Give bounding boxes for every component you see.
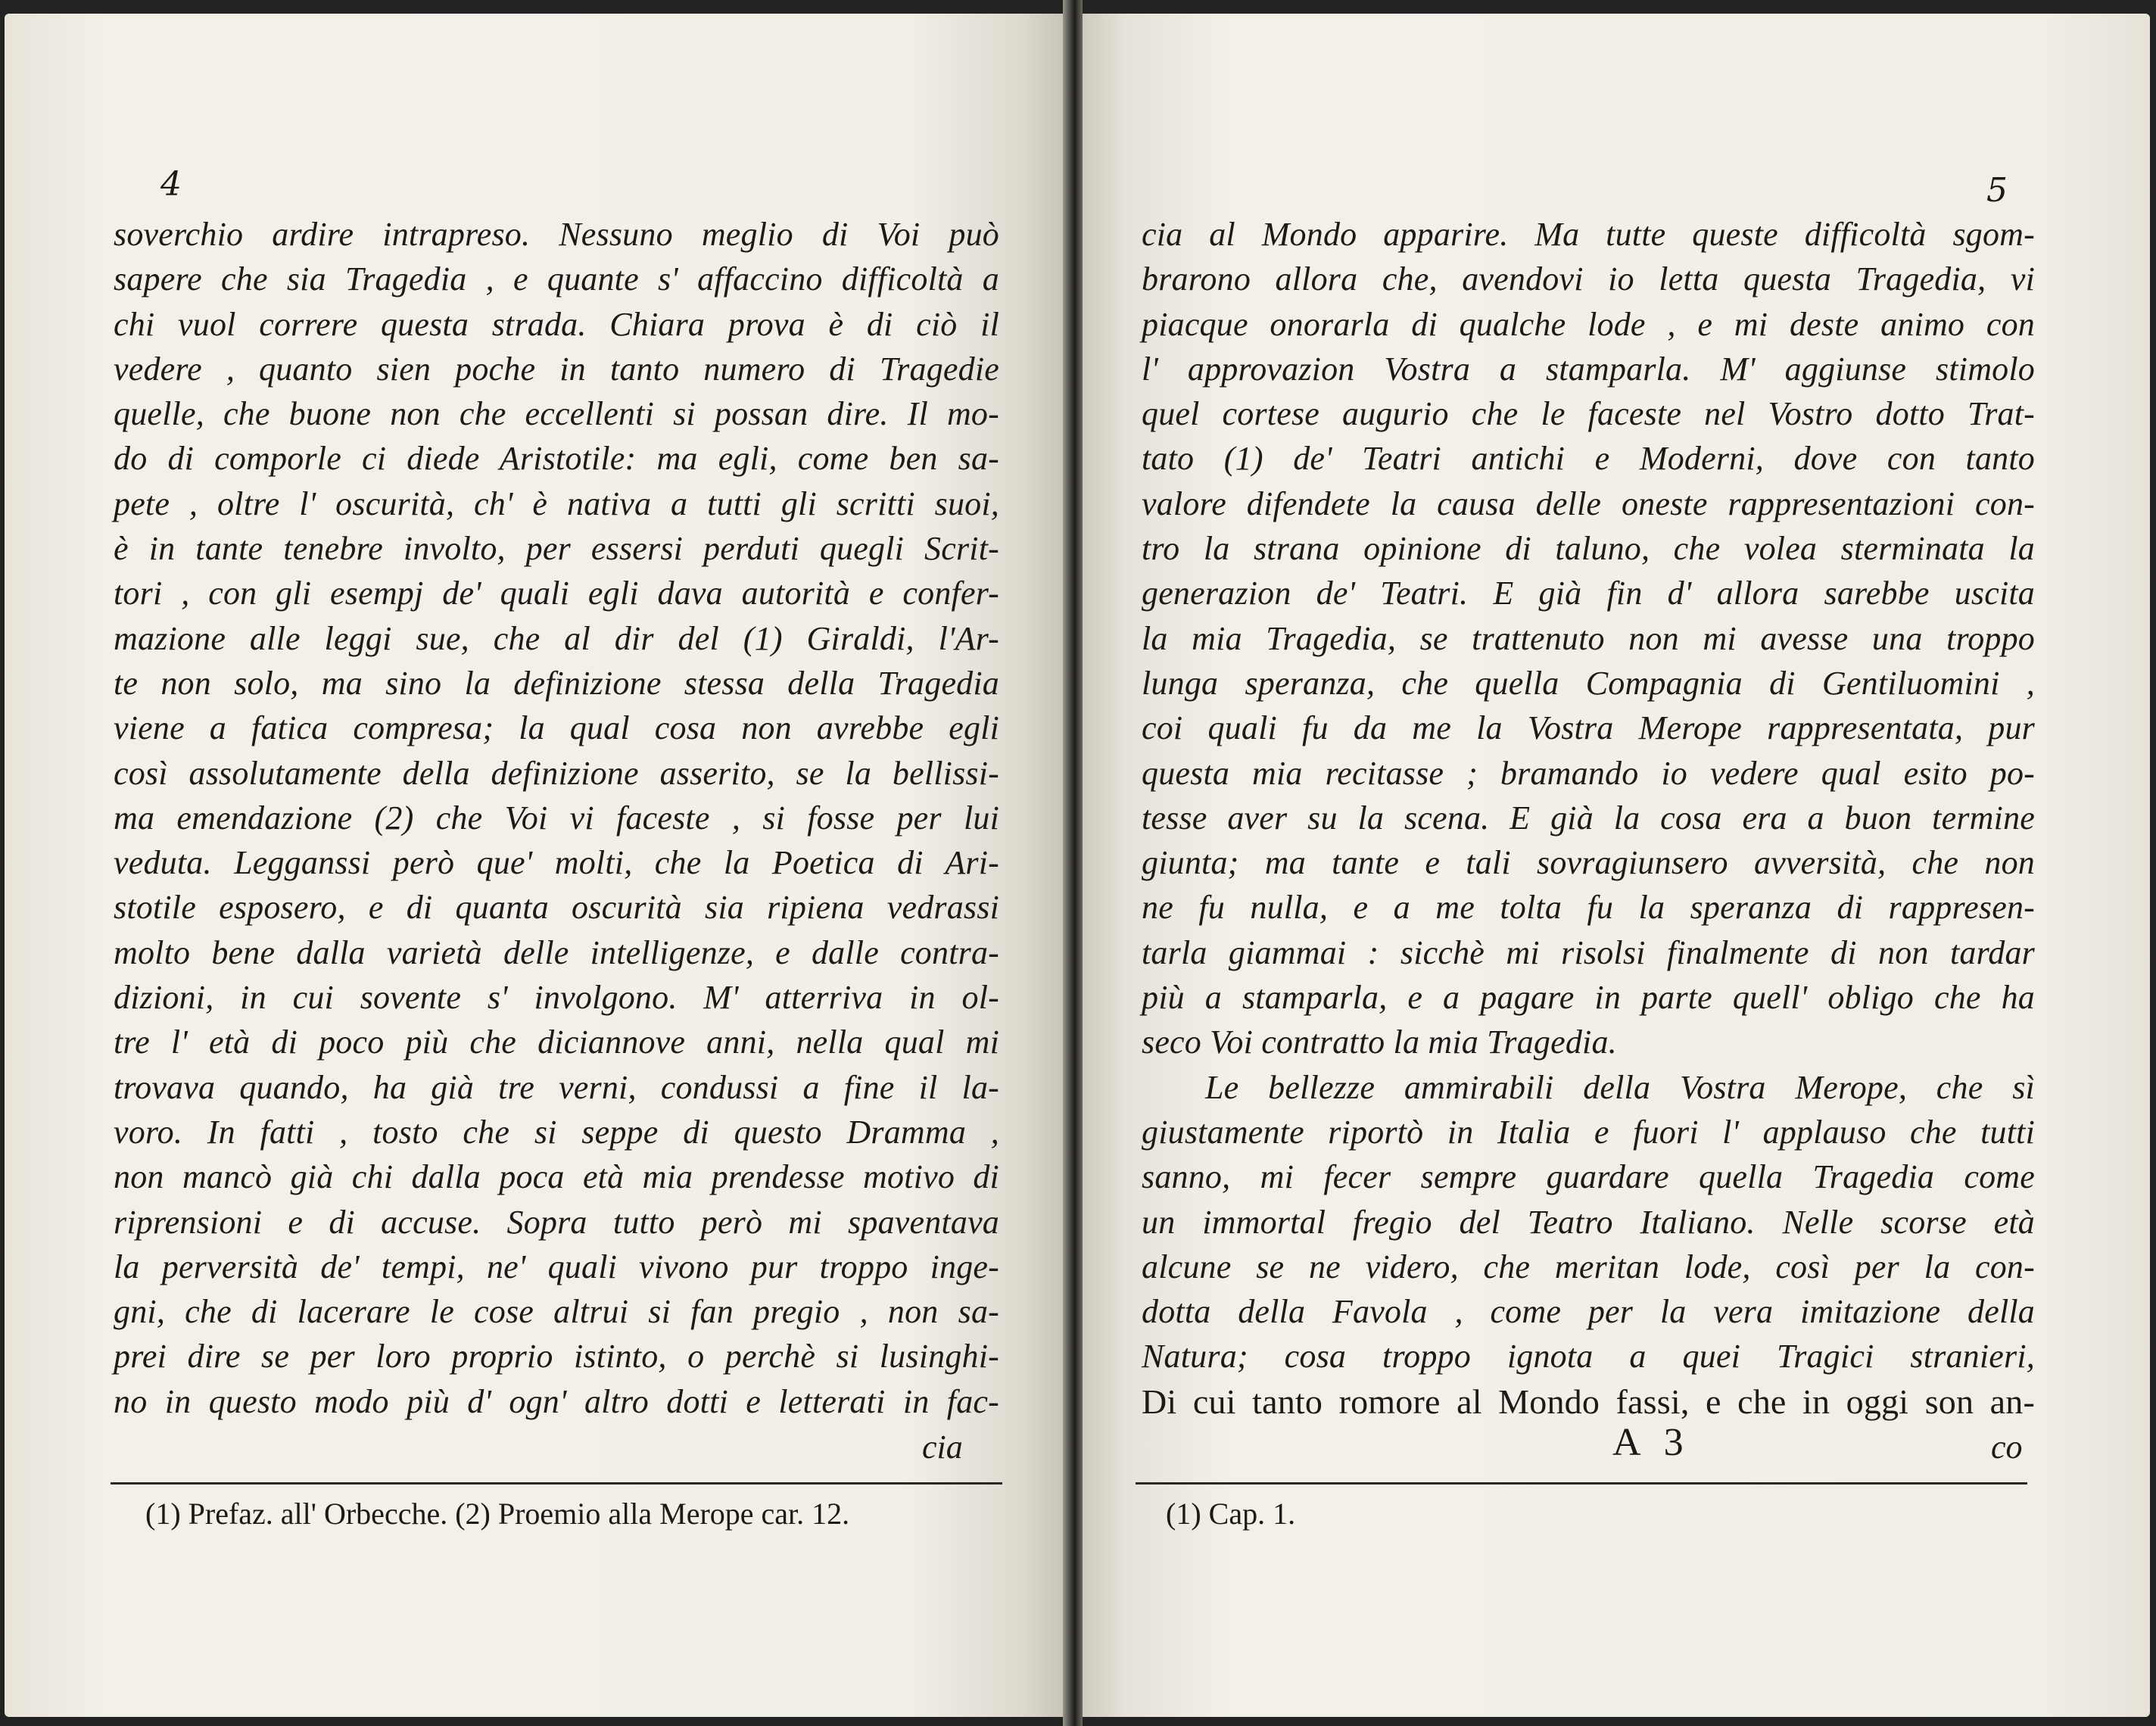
text-line: generazion de' Teatri. E già fin d' allora sarebbe uscita bbox=[1142, 575, 2035, 612]
footnote: (1) Cap. 1. bbox=[1166, 1497, 1296, 1531]
text-line: tarla giammai : sicchè mi risolsi finalmente di non tardar bbox=[1142, 933, 2035, 971]
text-line: molto bene dalla varietà delle intelligenze, e dalle contra- bbox=[114, 933, 999, 971]
body-text bbox=[114, 212, 999, 1424]
text-line: lunga speranza, che quella Compagnia di Gentiluomini , bbox=[1142, 664, 2035, 702]
footnote-rule bbox=[1136, 1482, 2027, 1485]
text-line: Le bellezze ammirabili della Vostra Merope, che sì bbox=[1205, 1068, 2035, 1106]
footnote: (1) Prefaz. all' Orbecche. (2) Proemio alla Merope car. 12. bbox=[145, 1497, 850, 1531]
text-line: soverchio ardire intrapreso. Nessuno meglio di Voi può bbox=[114, 216, 999, 253]
signature-mark: A 3 bbox=[1612, 1421, 1691, 1464]
text-line: più a stamparla, e a pagare in parte quell' obligo che ha bbox=[1142, 979, 2035, 1017]
text-line: la mia Tragedia, se trattenuto non mi avesse una troppo bbox=[1142, 619, 2035, 657]
text-line: chi vuol correre questa strada. Chiara prova è di ciò il bbox=[114, 305, 999, 343]
left-page bbox=[5, 14, 1063, 1717]
text-line: ma emendazione (2) che Voi vi faceste , si fosse per lui bbox=[114, 799, 999, 837]
text-line: cia al Mondo apparire. Ma tutte queste difficoltà sgom- bbox=[1142, 216, 2035, 253]
text-line: dizioni, in cui sovente s' involgono. M' atterriva in ol- bbox=[114, 979, 999, 1017]
text-line: sapere che sia Tragedia , e quante s' affaccino difficoltà a bbox=[114, 260, 999, 298]
page-number: 5 bbox=[1986, 171, 2008, 210]
text-line: voro. In fatti , tosto che si seppe di questo Dramma , bbox=[114, 1113, 999, 1151]
text-line: alcune se ne videro, che meritan lode, così per la con- bbox=[1142, 1248, 2035, 1285]
text-line: tato (1) de' Teatri antichi e Moderni, dove con tanto bbox=[1142, 440, 2035, 478]
text-line: no in questo modo più d' ogn' altro dotti e letterati in fac- bbox=[114, 1382, 999, 1420]
text-line: così assolutamente della definizione asserito, se la bellissi- bbox=[114, 754, 999, 792]
text-line: stotile esposero, e di quanta oscurità sia ripiena vedrassi bbox=[114, 889, 999, 927]
text-line: do di comporle ci diede Aristotile: ma egli, come ben sa- bbox=[114, 440, 999, 478]
text-line: Di cui tanto romore al Mondo fassi, e che in oggi son an- bbox=[1142, 1382, 2035, 1421]
text-line: sanno, mi fecer sempre guardare quella Tragedia come bbox=[1142, 1158, 2035, 1196]
right-page bbox=[1083, 14, 2150, 1717]
text-line: giunta; ma tante e tali sovragiunsero avversità, che non bbox=[1142, 844, 2035, 882]
text-line: Natura; cosa troppo ignota a quei Tragici stranieri, bbox=[1142, 1338, 2035, 1376]
text-line: prei dire se per loro proprio istinto, o perchè si lusinghi- bbox=[114, 1338, 999, 1376]
text-line: quelle, che buone non che eccellenti si possan dire. Il mo- bbox=[114, 395, 999, 433]
text-line: la perversità de' tempi, ne' quali vivono pur troppo inge- bbox=[114, 1248, 999, 1285]
text-line: giustamente riportò in Italia e fuori l' applauso che tutti bbox=[1142, 1113, 2035, 1151]
text-line: tro la strana opinione di taluno, che volea sterminata la bbox=[1142, 530, 2035, 568]
book-gutter bbox=[1063, 0, 1083, 1726]
text-line: coi quali fu da me la Vostra Merope rappresentata, pur bbox=[1142, 709, 2035, 747]
text-line: mazione alle leggi sue, che al dir del (1) Giraldi, l'Ar- bbox=[114, 619, 999, 657]
text-line: seco Voi contratto la mia Tragedia. bbox=[1142, 1023, 1617, 1061]
text-line: dotta della Favola , come per la vera imitazione della bbox=[1142, 1293, 2035, 1331]
text-line: quel cortese augurio che le faceste nel Vostro dotto Trat- bbox=[1142, 395, 2035, 433]
text-line: viene a fatica compresa; la qual cosa non avrebbe egli bbox=[114, 709, 999, 747]
body-text bbox=[1142, 212, 2035, 1424]
page-number: 4 bbox=[160, 165, 182, 204]
text-line: vedere , quanto sien poche in tanto numero di Tragedie bbox=[114, 350, 999, 388]
text-line: non mancò già chi dalla poca età mia prendesse motivo di bbox=[114, 1158, 999, 1196]
text-line: questa mia recitasse ; bramando io vedere qual esito po- bbox=[1142, 754, 2035, 792]
text-line: riprensioni e di accuse. Sopra tutto però mi spaventava bbox=[114, 1203, 999, 1241]
catchword: cia bbox=[922, 1428, 963, 1466]
text-line: ne fu nulla, e a me tolta fu la speranza di rappresen- bbox=[1142, 889, 2035, 927]
text-line: tori , con gli esempj de' quali egli dava autorità e confer- bbox=[114, 575, 999, 612]
text-line: tesse aver su la scena. E già la cosa era a buon termine bbox=[1142, 799, 2035, 837]
text-line: valore difendete la causa delle oneste rappresentazioni con- bbox=[1142, 484, 2035, 522]
text-line: brarono allora che, avendovi io letta questa Tragedia, vi bbox=[1142, 260, 2035, 298]
text-line: gni, che di lacerare le cose altrui si fan pregio , non sa- bbox=[114, 1293, 999, 1331]
text-line: tre l' età di poco più che diciannove anni, nella qual mi bbox=[114, 1023, 999, 1061]
catchword: co bbox=[1991, 1428, 2023, 1466]
footnote-rule bbox=[111, 1482, 1002, 1485]
text-line: pete , oltre l' oscurità, ch' è nativa a tutti gli scritti suoi, bbox=[114, 484, 999, 522]
text-line: veduta. Legganssi però que' molti, che la Poetica di Ari- bbox=[114, 844, 999, 882]
text-line: piacque onorarla di qualche lode , e mi deste animo con bbox=[1142, 305, 2035, 343]
text-line: un immortal fregio del Teatro Italiano. Nelle scorse età bbox=[1142, 1203, 2035, 1241]
text-line: l' approvazion Vostra a stamparla. M' aggiunse stimolo bbox=[1142, 350, 2035, 388]
text-line: è in tante tenebre involto, per essersi perduti quegli Scrit- bbox=[114, 530, 999, 568]
text-line: te non solo, ma sino la definizione stessa della Tragedia bbox=[114, 664, 999, 702]
text-line: trovava quando, ha già tre verni, condussi a fine il la- bbox=[114, 1068, 999, 1106]
